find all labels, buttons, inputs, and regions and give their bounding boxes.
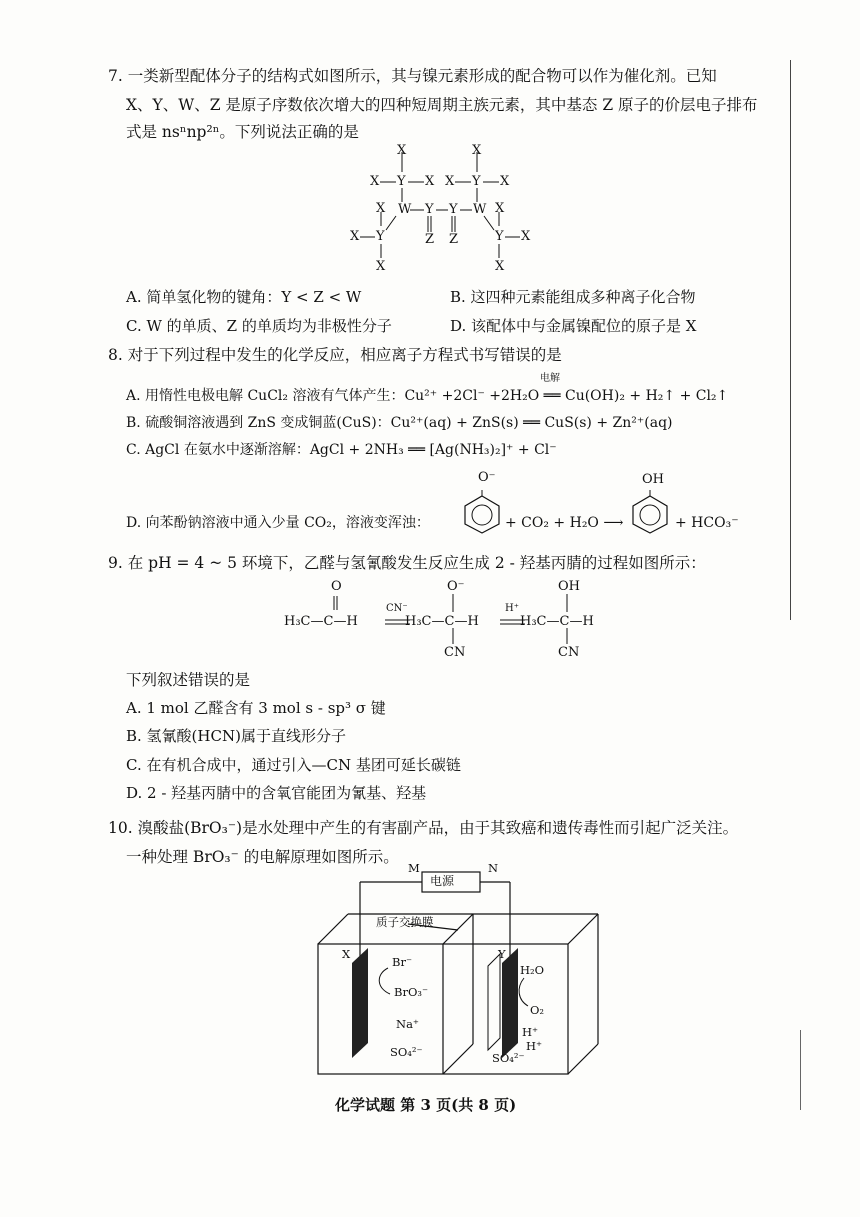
power-source-label: 电源 bbox=[430, 874, 455, 888]
atom-z: Z bbox=[449, 232, 459, 247]
atom-x: X bbox=[495, 259, 505, 274]
atom-w: W bbox=[398, 202, 412, 217]
q8-option-b: B. 硫酸铜溶液遇到 ZnS 变成铜蓝(CuS)：Cu²⁺(aq) + ZnS(s) ══ CuS(s) + Zn²⁺(aq) bbox=[126, 415, 673, 431]
cell-outline bbox=[312, 868, 612, 1078]
atom-x: X bbox=[425, 174, 435, 189]
q8-stem: 8. 对于下列过程中发生的化学反应，相应离子方程式书写错误的是 bbox=[108, 346, 562, 364]
q9-option-a: A. 1 mol 乙醛含有 3 mol s - sp³ σ 键 bbox=[126, 699, 386, 717]
atom-x: X bbox=[472, 143, 482, 158]
benzene-ring-icon bbox=[630, 490, 670, 534]
atom-x: X bbox=[521, 229, 531, 244]
electrolysis-cell-diagram bbox=[312, 861, 612, 1078]
q8-option-c: C. AgCl 在氨水中逐渐溶解：AgCl + 2NH₃ ══ [Ag(NH₃)₂]⁺ + Cl⁻ bbox=[126, 442, 557, 458]
phenol-oh: OH bbox=[642, 472, 664, 487]
ligand-structure bbox=[340, 140, 540, 280]
q7-option-c: C. W 的单质、Z 的单质均为非极性分子 bbox=[126, 317, 392, 335]
atom-y: Y bbox=[495, 229, 504, 244]
atom-y: Y bbox=[425, 202, 434, 217]
nitrile-cn: CN bbox=[558, 645, 580, 660]
species-h2o: H₂O bbox=[520, 963, 545, 977]
atom-x: X bbox=[370, 174, 380, 189]
q9-option-d: D. 2 - 羟基丙腈中的含氧官能团为氰基、羟基 bbox=[126, 784, 427, 802]
q7-line3: 式是 nsⁿnp²ⁿ。下列说法正确的是 bbox=[126, 123, 359, 141]
atom-x: X bbox=[397, 143, 407, 158]
ion-so4-left: SO₄²⁻ bbox=[390, 1045, 423, 1059]
ion-so4-right: SO₄²⁻ bbox=[492, 1051, 525, 1065]
q8-d-end: + HCO₃⁻ bbox=[675, 515, 739, 531]
hydroxyl-oh: OH bbox=[558, 579, 580, 594]
column-divider-lower bbox=[800, 1030, 801, 1110]
electrode-y: Y bbox=[498, 947, 506, 961]
arrow1-reagent: CN⁻ bbox=[386, 603, 408, 614]
atom-y: Y bbox=[472, 174, 481, 189]
atom-x: X bbox=[500, 174, 510, 189]
ligand-bonds bbox=[340, 140, 540, 280]
atom-z: Z bbox=[425, 232, 435, 247]
q8-a-condition: 电解 bbox=[540, 373, 560, 384]
q7-option-b: B. 这四种元素能组成多种离子化合物 bbox=[450, 288, 696, 306]
atom-y: Y bbox=[449, 202, 458, 217]
phenoxide-o: O⁻ bbox=[478, 470, 496, 485]
q7-line2: X、Y、W、Z 是原子序数依次增大的四种短周期主族元素，其中基态 Z 原子的价层电子排布 bbox=[126, 96, 758, 114]
ion-h-2: H⁺ bbox=[526, 1039, 543, 1053]
q8-option-a: A. 用惰性电极电解 CuCl₂ 溶液有气体产生：Cu²⁺ +2Cl⁻ +2H₂O ══ Cu(OH)₂ + H₂↑ + Cl₂↑ bbox=[126, 388, 729, 404]
q9-lead: 下列叙述错误的是 bbox=[126, 671, 251, 689]
q9-option-b: B. 氢氰酸(HCN)属于直线形分子 bbox=[126, 727, 346, 745]
electrode-x: X bbox=[342, 947, 351, 961]
page-footer: 化学试题 第 3 页(共 8 页) bbox=[335, 1096, 517, 1114]
q9-reaction-scheme bbox=[284, 578, 620, 678]
atom-x: X bbox=[376, 201, 386, 216]
species-o2: O₂ bbox=[530, 1003, 545, 1017]
q7-option-a: A. 简单氢化物的键角：Y < Z < W bbox=[126, 288, 362, 306]
atom-w: W bbox=[473, 202, 487, 217]
atom-x: X bbox=[445, 174, 455, 189]
q7-option-d: D. 该配体中与金属镍配位的原子是 X bbox=[450, 317, 697, 335]
atom-y: Y bbox=[397, 174, 406, 189]
q9-stem: 9. 在 pH = 4 ~ 5 环境下，乙醛与氢氰酸发生反应生成 2 - 羟基丙腈的过程如图所示： bbox=[108, 554, 706, 572]
atom-x: X bbox=[350, 229, 360, 244]
column-divider bbox=[790, 60, 791, 620]
q10-line2: 一种处理 BrO₃⁻ 的电解原理如图所示。 bbox=[126, 848, 399, 866]
ion-na: Na⁺ bbox=[396, 1017, 419, 1031]
alkoxide-o: O⁻ bbox=[447, 579, 465, 594]
ion-bro3: BrO₃⁻ bbox=[394, 985, 429, 999]
q8-d-middle: + CO₂ + H₂O ⟶ bbox=[505, 515, 624, 531]
atom-y: Y bbox=[376, 229, 385, 244]
ion-br: Br⁻ bbox=[392, 955, 413, 969]
acetaldehyde: H₃C—C—H bbox=[284, 614, 358, 629]
terminal-n: N bbox=[488, 861, 499, 875]
benzene-ring-icon bbox=[462, 490, 502, 534]
ion-h-1: H⁺ bbox=[522, 1025, 539, 1039]
q9-option-c: C. 在有机合成中，通过引入—CN 基团可延长碳链 bbox=[126, 756, 461, 774]
membrane-label: 质子交换膜 bbox=[376, 915, 434, 929]
atom-x: X bbox=[376, 259, 386, 274]
arrow2-reagent: H⁺ bbox=[505, 603, 519, 614]
carbonyl-o: O bbox=[331, 579, 342, 594]
q8-option-d: D. 向苯酚钠溶液中通入少量 CO₂，溶液变浑浊： bbox=[126, 515, 430, 531]
terminal-m: M bbox=[408, 861, 420, 875]
q7-line1: 7. 一类新型配体分子的结构式如图所示，其与镍元素形成的配合物可以作为催化剂。已知 bbox=[108, 67, 717, 85]
intermediate: H₃C—C—H bbox=[405, 614, 479, 629]
q10-line1: 10. 溴酸盐(BrO₃⁻)是水处理中产生的有害副产品，由于其致癌和遗传毒性而引起广泛关注。 bbox=[108, 819, 739, 837]
atom-x: X bbox=[495, 201, 505, 216]
nitrile-cn: CN bbox=[444, 645, 466, 660]
product: H₃C—C—H bbox=[520, 614, 594, 629]
